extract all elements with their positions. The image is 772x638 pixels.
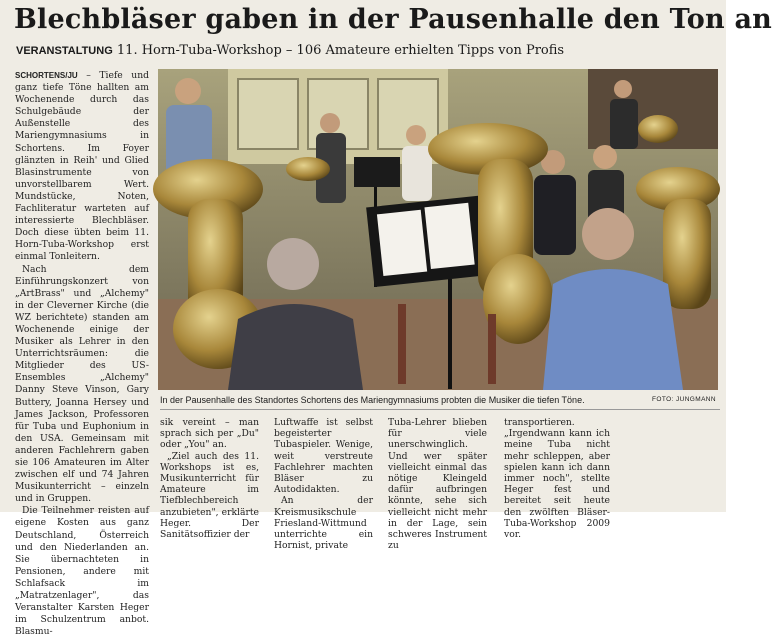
section-kicker: VERANSTALTUNG	[16, 45, 113, 57]
article-subheadline	[16, 43, 716, 58]
article-paragraph: An der Kreismusikschule Friesland-Wittmund unterrichte ein Hornist, private	[274, 495, 373, 552]
article-headline: Blechbläser gaben in der Pausenhalle den Ton an	[14, 4, 772, 35]
article-column-2	[160, 417, 259, 541]
article-paragraph: Nach dem Einführungskonzert von „ArtBrass" und „Alchemy" in der Cleverner Kirche (die WZ berichtete) standen am Wochenende einige der Musiker als Lehrer in den Unterrichtsräumen: die Mitglieder des US-Ensembles „Alchemy" Danny Steve Vinson, Gary Buttery, Joanna Hersey und James Jackson, Professoren für Tuba und Euphonium in den USA. Gemeinsam mit anderen Fachlehrern gaben sie 106 Amateuren im Alter zwischen elf und 74 Jahren Musikunterricht – einzeln und in Gruppen.	[15, 263, 149, 505]
dateline: SCHORTENS/JU	[15, 71, 78, 80]
article-paragraph: „Ziel auch des 11. Workshops ist es, Musikunterricht für Amateure im Tiefblechbereich anzubieten", erklärte Heger. Der Sanitätsoffizier der	[160, 450, 259, 541]
article-bottom-columns	[160, 417, 718, 552]
subheadline-text: 11. Horn-Tuba-Workshop – 106 Amateure erhielten Tipps von Profis	[116, 43, 565, 58]
article-paragraph: Die Teilnehmer reisten auf eigene Kosten aus ganz Deutschland, Österreich und den Niederlanden an. Sie übernachteten in Pensionen, andere mit Schlafsack im „Matratzenlager", das Veranstalter Karsten Heger im Schulzentrum anbot. Blasmu-	[15, 505, 149, 638]
photo-caption	[160, 395, 720, 410]
article-photo	[158, 69, 718, 390]
article-paragraph: Tuba-Lehrer blieben für viele unerschwinglich. Und wer später vielleicht einmal das nötige Kleingeld dafür aufbringen könnte, sehe sich vielleicht nicht mehr in der Lage, sein schweres Instrument zu	[388, 417, 487, 552]
article-column-4	[388, 417, 487, 552]
article-column-3	[274, 417, 373, 552]
rehearsal-photo-illustration	[158, 69, 718, 390]
article-paragraph: SCHORTENS/JU – Tiefe und ganz tiefe Töne hallten am Wochenende durch das Schulgebäude der Außenstelle des Mariengymnasiums in Schortens. Im Foyer glänzten in Reih' und Glied Blasinstrumente von unvorstellbarem Wert. Mundstücke, Noten, Fachliteratur warteten auf interessierte Blechbläser. Doch diese übten beim 11. Horn-Tuba-Workshop erst einmal Tonleitern.	[15, 70, 150, 263]
article-paragraph: transportieren. „Irgendwann kann ich meine Tuba nicht mehr schleppen, aber spielen kann ich dann immer noch", stellte Heger fest und bereitet seit heute den zwölften Bläser-Tuba-Workshop 2009 vor.	[504, 417, 610, 541]
photo-credit: FOTO: JUNGMANN	[652, 396, 716, 403]
article-paragraph: sik vereint – man sprach sich per „Du" oder „You" an.	[160, 417, 259, 451]
caption-text: In der Pausenhalle des Standortes Schortens des Mariengymnasiums probten die Musiker die tiefen Töne.	[160, 395, 585, 405]
article-column-1	[15, 70, 150, 638]
article-paragraph: Luftwaffe ist selbst begeisterter Tubaspieler. Wenige, weit verstreute Fachlehrer machten Bläser zu Autodidakten.	[274, 417, 373, 496]
article-column-5	[504, 417, 610, 541]
